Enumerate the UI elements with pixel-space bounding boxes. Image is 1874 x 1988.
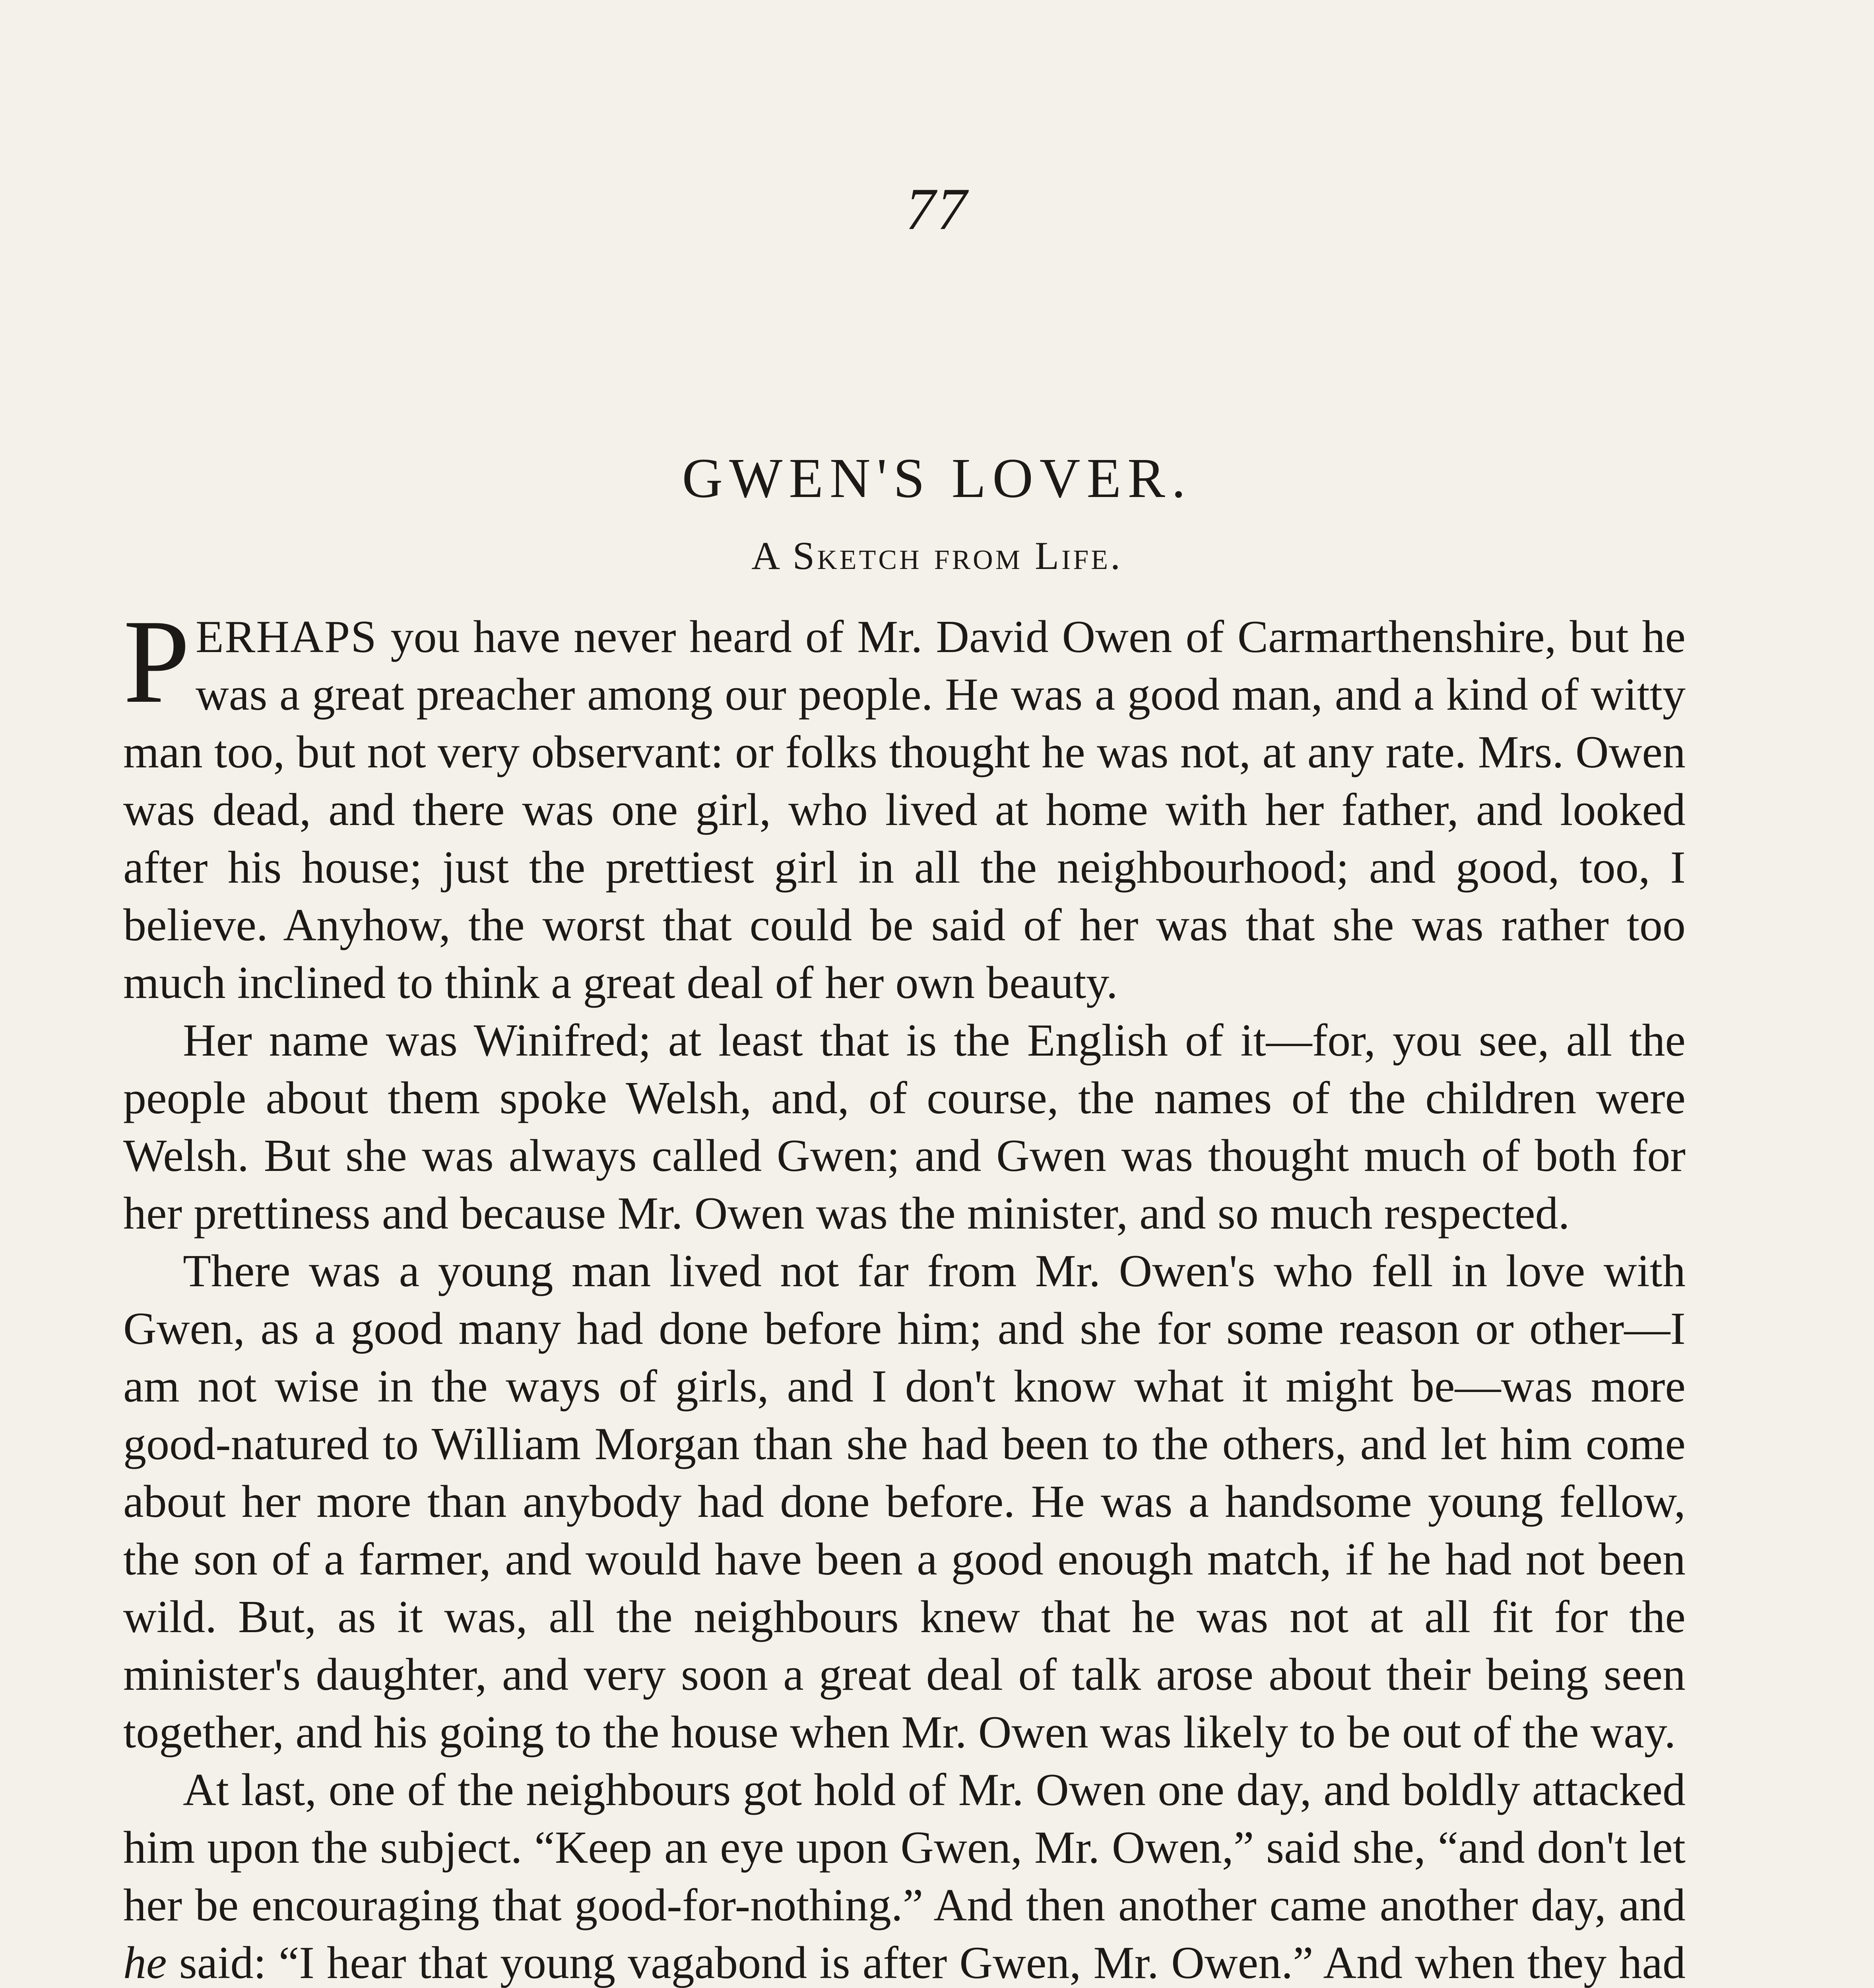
emphasized-word: he [123, 1938, 167, 1988]
paragraph-1 [123, 595, 1686, 1012]
paragraph-3 [123, 1242, 1686, 1761]
paragraph-4 [123, 1761, 1686, 1988]
opening-word: ERHAPS [195, 612, 377, 662]
paragraph-text: At last, one of the neighbours got hold of Mr. Owen one day, and boldly attacked him upon the subject. “Keep an eye upon Gwen, Mr. Owen,” said she, “and don't let her be encouraging that good-for-nothing.” And then another came another day, and [123, 1765, 1686, 1931]
paragraph-text: There was a young man lived not far from Mr. Owen's who fell in love with Gwen, as a good many had done before him; and she for some reason or other—I am not wise in the ways of girls, and I don't know what it might be—was more good-natured to William Morgan than she had been to the others, and let him come about her more than anybody had done before. He was a handsome young fellow, the son of a farmer, and would have been a good enough match, if he had not been wild. But, as it was, all the neighbours knew that he was not at all fit for the minister's daughter, and very soon a great deal of talk arose about their being seen together, and his going to the house when Mr. Owen was likely to be out of the way. [123, 1246, 1686, 1758]
paragraph-text: you have never heard of Mr. David Owen of Carmarthenshire, but he was a great preacher among our people. He was a good man, and a kind of witty man too, but not very observant: or folks thought he was not, at any rate. Mrs. Owen was dead, and there was one girl, who lived at home with her father, and looked after his house; just the prettiest girl in all the neighbourhood; and good, too, I believe. Anyhow, the worst that could be said of her was that she was rather too much inclined to think a great deal of her own beauty. [123, 612, 1686, 1008]
paragraph-2 [123, 1012, 1686, 1242]
paragraph-text: Her name was Winifred; at least that is the English of it—for, you see, all the people about them spoke Welsh, and, of course, the names of the children were Welsh. But she was always called Gwen; and Gwen was thought much of both for her prettiness and because Mr. Owen was the minister, and so much respected. [123, 1015, 1686, 1239]
paragraph-text: said: “I hear that young vagabond is after Gwen, Mr. Owen.” And when they had [179, 1938, 1686, 1988]
story-subtitle: A Sketch from Life. [751, 534, 1123, 578]
page-number: 77 [906, 176, 968, 242]
drop-cap: P [123, 595, 190, 728]
story-body [123, 595, 1686, 1988]
story-title: GWEN'S LOVER. [682, 447, 1192, 509]
